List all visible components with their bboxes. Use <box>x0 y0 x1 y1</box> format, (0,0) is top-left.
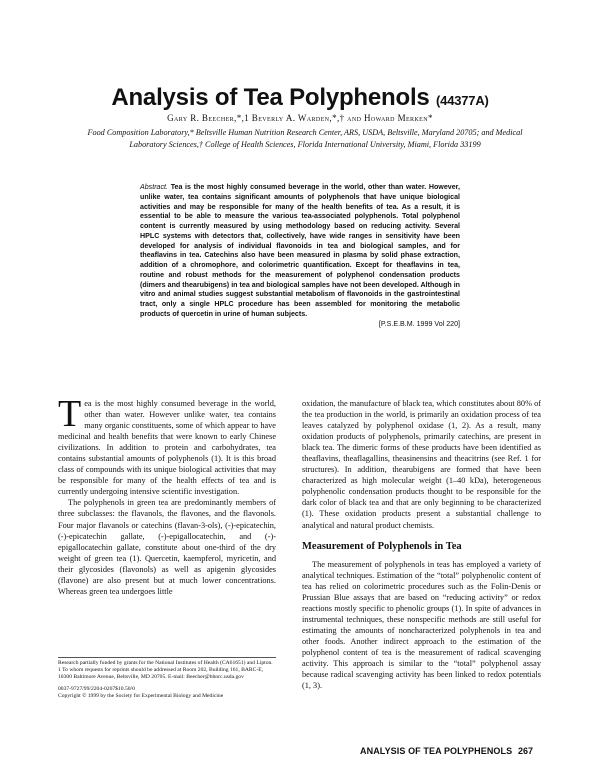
paragraph-measurement: The measurement of polyphenols in teas has employed a variety of analytical techniques. Estimation of the “total” polyphenolic content of tea has relied on colorimetric procedures such as the Folin-Denis or Prussian Blue assays that are based on “reducing activity” or redox reactions mostly specific to phenolic groups (1). In spite of advances in instrumental techniques, these nonspecific methods are still useful for estimating the amounts of noncharacterized polyphenols in tea and other foods. Another indirect approach to the estimation of the polyphenol content of tea is the measurement of radical scavenging activity. This approach is similar to the “total” polyphenol assay because radical scavenging activity has been linked to redox potentials (1, 3). <box>302 559 541 691</box>
paragraph-black-tea: oxidation, the manufacture of black tea, which constitutes about 80% of the tea production in the world, is primarily an oxidation process of tea leaves catalyzed by polyphenol oxidase (1, 2). As a result, many oxidation products of polyphenols, primarily catechins, are present in black tea. The dimeric forms of these products have been identified as theaflavins, theaflagallins, theasinensins and theacitrins (see Ref. 1 for structures). In addition, thearubigens are formed that have been characterized as high molecular weight (1–40 kDa), heterogeneous polyphenolic condensation products thought to be responsible for the dark color of black tea and that are only beginning to be characterized (1). These oxidation products present a substantial challenge to analytical and natural product chemists. <box>302 399 541 530</box>
abstract-block <box>140 183 460 329</box>
footnote-funding: Research partially funded by grants for the National Institutes of Health (CA61651) and Lipton. <box>58 660 273 666</box>
title-text: Analysis of Tea Polyphenols <box>111 84 430 111</box>
section-heading: Measurement of Polyphenols in Tea <box>302 540 462 552</box>
page-number: 267 <box>518 746 534 756</box>
drop-cap: T <box>58 393 82 435</box>
paragraph-green-tea: The polyphenols in green tea are predominantly members of three subclasses: the flavanols, the flavones, and the flavonols. Four major flavanols or catechins (flavan-3-ols), (-)-epicatechin, (-)-epicatechin gallate, (-)-epigallocatechin, and (-)-epigallocatechin gallate, constitute about one-third of the dry weight of green tea (1). Quercetin, kaempferol, myricetin, and their glycosides (flavonols) as well as apigenin glycosides (flavone) are also present but at much lower concentrations. Whereas green tea undergoes little <box>58 498 276 596</box>
paragraph-intro-text: ea is the most highly consumed beverage in the world, other than water. However unlike water, tea contains many organic constituents, some of which appear to have medicinal and health benefits that were known to early Chinese civilizations. In addition to protein and carbohydrates, tea contains substantial amounts of polyphenols (1). It is this broad class of compounds with its unique biological activities that may be responsible for many of the health effects of tea and is currently undergoing intensive scientific investigation. <box>58 399 276 497</box>
abstract-citation: [P.S.E.B.M. 1999 Vol 220] <box>378 319 460 328</box>
copyright-line: Copyright © 1999 by the Society for Experimental Biology and Medicine <box>58 692 224 699</box>
issn-line: 0037-9727/99/2204-0267$10.50/0 <box>58 685 135 692</box>
article-code: (44377A) <box>436 93 489 108</box>
footnote-correspondence: 1 To whom requests for reprints should be addressed at Room 202, Building 161, BARC-E, 10300 Baltimore Avenue, Beltsville, MD 20705. E-mail: Beecher@bhnrc.usda.gov <box>58 667 264 681</box>
affiliations: Food Composition Laboratory,* Beltsville Human Nutrition Research Center, ARS, USDA, Beltsville, Maryland 20705; and Medical Laboratory Sciences,† College of Health Sciences, Florida International University, Miami, Florida 33199 <box>87 128 523 149</box>
body-column-right <box>302 398 541 691</box>
footnotes <box>58 660 278 700</box>
abstract-text: Tea is the most highly consumed beverage in the world, other than water. However, unlike water, tea contains significant amounts of polyphenols that have unique biological activities and may be responsible for many of the health benefits of tea. As a result, it is essential to be able to measure the various tea-associated polyphenols. Total polyphenol content is currently measured by using methodology based on reducing activity. Several HPLC systems with detectors that, collectively, have wide ranges in sensitivity have been developed for analysis of individual flavonoids in tea and biological samples, and for theaflavins in tea. Catechins also have been measured in plasma by solid phase extraction, addition of a chromophore, and colorimetric quantification. Except for theaflavins in tea, routine and robust methods for the measurement of polyphenol condensation products (dimers and thearubigens) in tea and biological samples have not been developed. Although in vitro and animal studies suggest substantial metabolism of flavonoids in the gastrointestinal tract, only a single HPLC procedure has been assembled for monitoring the metabolic products of quercetin in urine of human subjects. <box>140 183 460 318</box>
abstract-label: Abstract. <box>140 183 168 191</box>
footnote-divider <box>58 657 276 658</box>
authors-line: Gary R. Beecher,*,1 Beverly A. Warden,*,† and Howard Merken* <box>167 113 433 123</box>
running-title: ANALYSIS OF TEA POLYPHENOLS <box>360 746 513 756</box>
paragraph-intro <box>58 393 276 497</box>
page-title <box>0 84 600 112</box>
body-column-left <box>58 393 276 597</box>
